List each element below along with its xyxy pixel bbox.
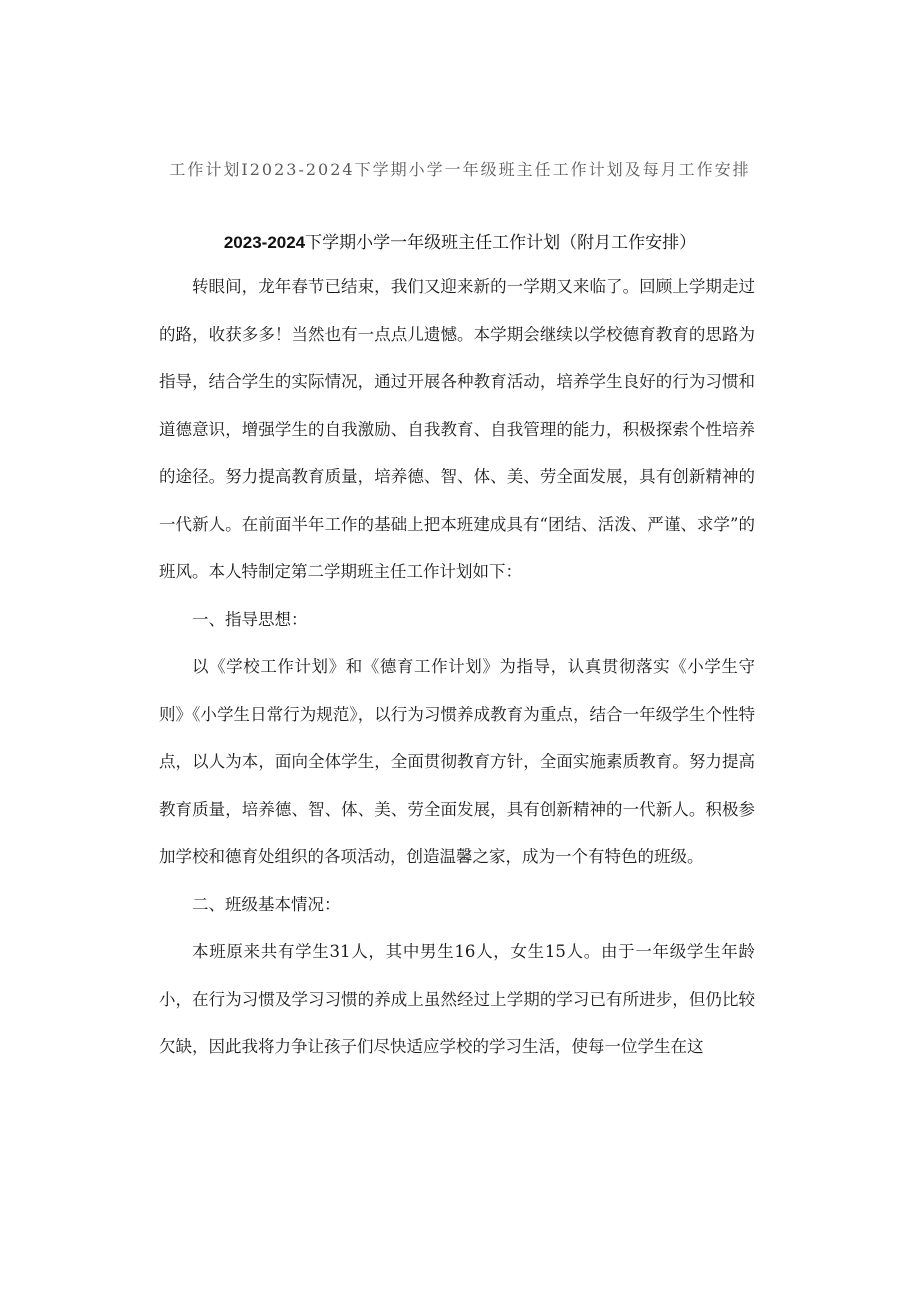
section-2-paragraph: 本班原来共有学生31人，其中男生16人，女生15人。由于一年级学生年龄小，在行为习惯及学习习惯的养成上虽然经过上学期的学习已有所进步，但仍比较欠缺，因此我将力争让孩子们尽快适应学校的学习生活，使每一位学生在这 (159, 942, 755, 1056)
title-year: 2023-2024 (223, 233, 306, 252)
intro-paragraph: 转眼间，龙年春节已结束，我们又迎来新的一学期又来临了。回顾上学期走过的路，收获多多！当然也有一点点儿遗憾。本学期会继续以学校德育教育的思路为指导，结合学生的实际情况，通过开展各种教育活动，培养学生良好的行为习惯和道德意识，增强学生的自我激励、自我教育、自我管理的能力，积极探索个性培养的途径。努力提高教育质量，培养德、智、体、美、劳全面发展，具有创新精神的一代新人。在前面半年工作的基础上把本班建成具有“团结、活泼、严谨、求学”的班风。本人特制定第二学期班主任工作计划如下： (159, 277, 755, 581)
title-text: 下学期小学一年级班主任工作计划（附月工作安排） (305, 233, 697, 253)
section-1-heading: 一、指导思想： (192, 609, 308, 629)
section-1-paragraph: 以《学校工作计划》和《德育工作计划》为指导，认真贯彻落实《小学生守则》《小学生日常行为规范》，以行为习惯养成教育为重点，结合一年级学生个性特点，以人为本，面向全体学生，全面贯彻教育方针，全面实施素质教育。努力提高教育质量，培养德、智、体、美、劳全面发展，具有创新精神的一代新人。积极参加学校和德育处组织的各项活动，创造温馨之家，成为一个有特色的班级。 (159, 657, 755, 866)
section-2-heading: 二、班级基本情况： (192, 894, 341, 914)
document-title (0, 228, 920, 253)
running-header: 工作计划I2023-2024下学期小学一年级班主任工作计划及每月工作安排 (169, 160, 751, 179)
document-body (159, 263, 755, 1071)
